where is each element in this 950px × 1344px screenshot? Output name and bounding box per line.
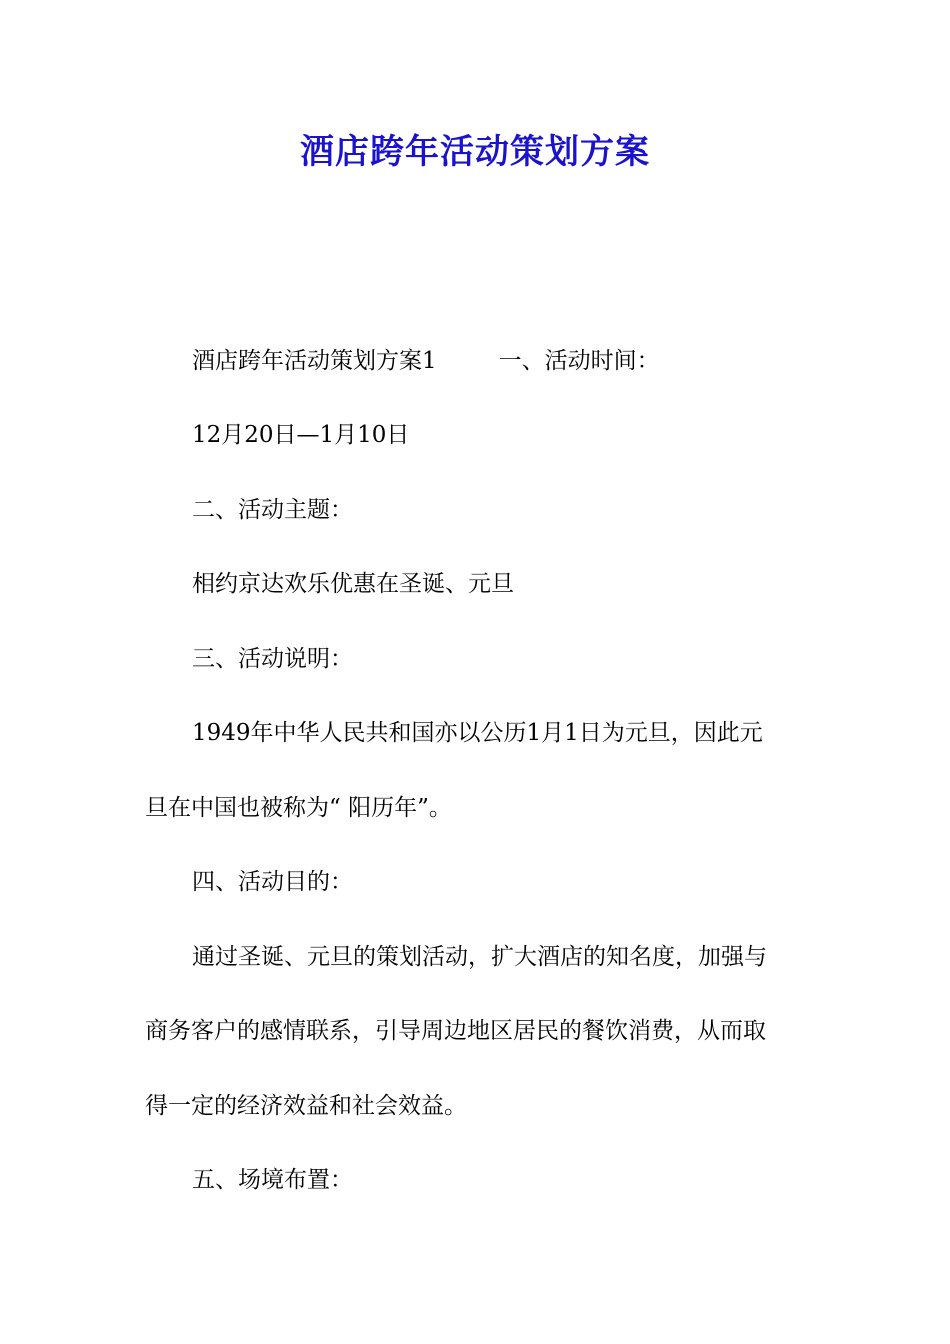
document-title: 酒店跨年活动策划方案	[300, 132, 650, 172]
paragraph-line: 12月20日—1月10日	[192, 422, 410, 448]
paragraph-line: 得一定的经济效益和社会效益。	[145, 1093, 467, 1119]
section-heading-description: 三、活动说明：	[192, 646, 353, 672]
section-heading-time: 一、活动时间：	[498, 348, 660, 374]
paragraph-line: 旦在中国也被称为“ 阳历年”。	[145, 795, 452, 821]
section-heading-plan-number: 酒店跨年活动策划方案1	[192, 348, 437, 374]
section-heading-setting: 五、场境布置：	[192, 1167, 353, 1193]
paragraph-line: 商务客户的感情联系，引导周边地区居民的餐饮消费，从而取	[145, 1018, 766, 1044]
paragraph-line: 通过圣诞、元旦的策划活动，扩大酒店的知名度，加强与	[192, 944, 767, 970]
paragraph-line: 相约京达欢乐优惠在圣诞、元旦	[192, 571, 514, 597]
section-heading-purpose: 四、活动目的：	[192, 869, 353, 895]
paragraph-line: 1949年中华人民共和国亦以公历1月1日为元旦，因此元	[192, 720, 763, 746]
paragraph-line	[192, 345, 660, 377]
section-heading-theme: 二、活动主题：	[192, 497, 353, 523]
